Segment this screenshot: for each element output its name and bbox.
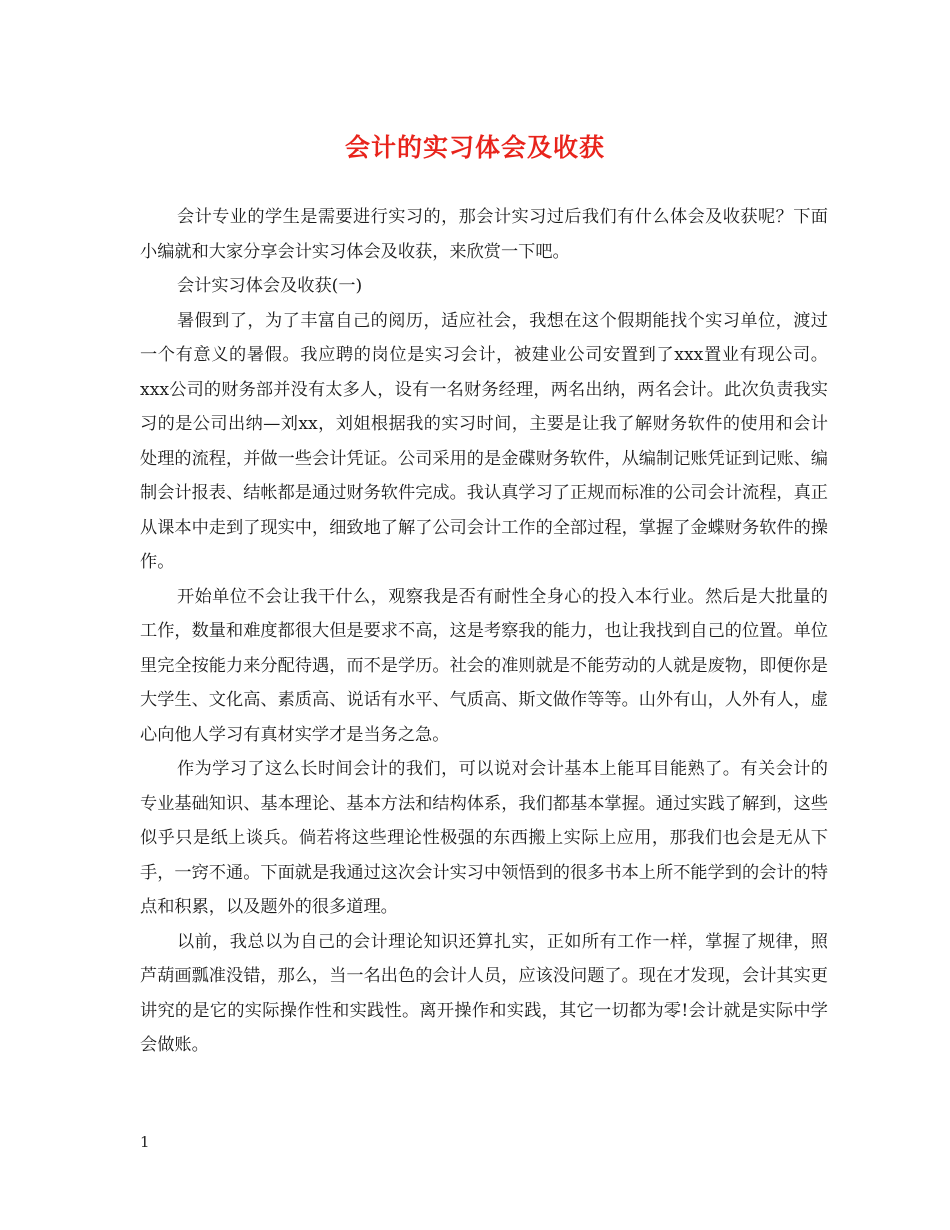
page-number: 1 (140, 1133, 150, 1151)
paragraph-2: 开始单位不会让我干什么，观察我是否有耐性全身心的投入本行业。然后是大批量的工作，数量和难度都很大但是要求不高，这是考察我的能力，也让我找到自己的位置。单位里完全按能力来分配待遇，而不是学历。社会的准则就是不能劳动的人就是废物，即便你是大学生、文化高、素质高、说话有水平、气质高、斯文做作等等。山外有山，人外有人，虚心向他人学习有真材实学才是当务之急。 (140, 586, 828, 745)
paragraph-3: 作为学习了这么长时间会计的我们，可以说对会计基本上能耳目能熟了。有关会计的专业基础知识、基本理论、基本方法和结构体系，我们都基本掌握。通过实践了解到，这些似乎只是纸上谈兵。倘若将这些理论性极强的东西搬上实际上应用，那我们也会是无从下手，一窍不通。下面就是我通过这次会计实习中领悟到的很多书本上所不能学到的会计的特点和积累，以及题外的很多道理。 (140, 759, 828, 917)
paragraph-intro: 会计专业的学生是需要进行实习的，那会计实习过后我们有什么体会及收获呢？下面小编就和大家分享会计实习体会及收获，来欣赏一下吧。 (140, 207, 828, 262)
section-heading: 会计实习体会及收获(一) (176, 276, 363, 296)
paragraph-1: 暑假到了，为了丰富自己的阅历，适应社会，我想在这个假期能找个实习单位，渡过一个有意义的暑假。我应聘的岗位是实习会计，被建业公司安置到了xxx置业有现公司。xxx公司的财务部并没有太多人，设有一名财务经理，两名出纳，两名会计。此次负责我实习的是公司出纳—刘xx，刘姐根据我的实习时间，主要是让我了解财务软件的使用和会计处理的流程，并做一些会计凭证。公司采用的是金碟财务软件，从编制记账凭证到记账、编制会计报表、结帐都是通过财务软件完成。我认真学习了正规而标准的公司会计流程，真正从课本中走到了现实中，细致地了解了公司会计工作的全部过程，掌握了金蝶财务软件的操作。 (140, 310, 828, 572)
document-title: 会计的实习体会及收获 (344, 133, 605, 162)
paragraph-4: 以前，我总以为自己的会计理论知识还算扎实，正如所有工作一样，掌握了规律，照芦葫画瓢准没错，那么，当一名出色的会计人员，应该没问题了。现在才发现，会计其实更讲究的是它的实际操作性和实践性。离开操作和实践，其它一切都为零!会计就是实际中学会做账。 (140, 931, 828, 1055)
document-body (140, 200, 828, 1063)
